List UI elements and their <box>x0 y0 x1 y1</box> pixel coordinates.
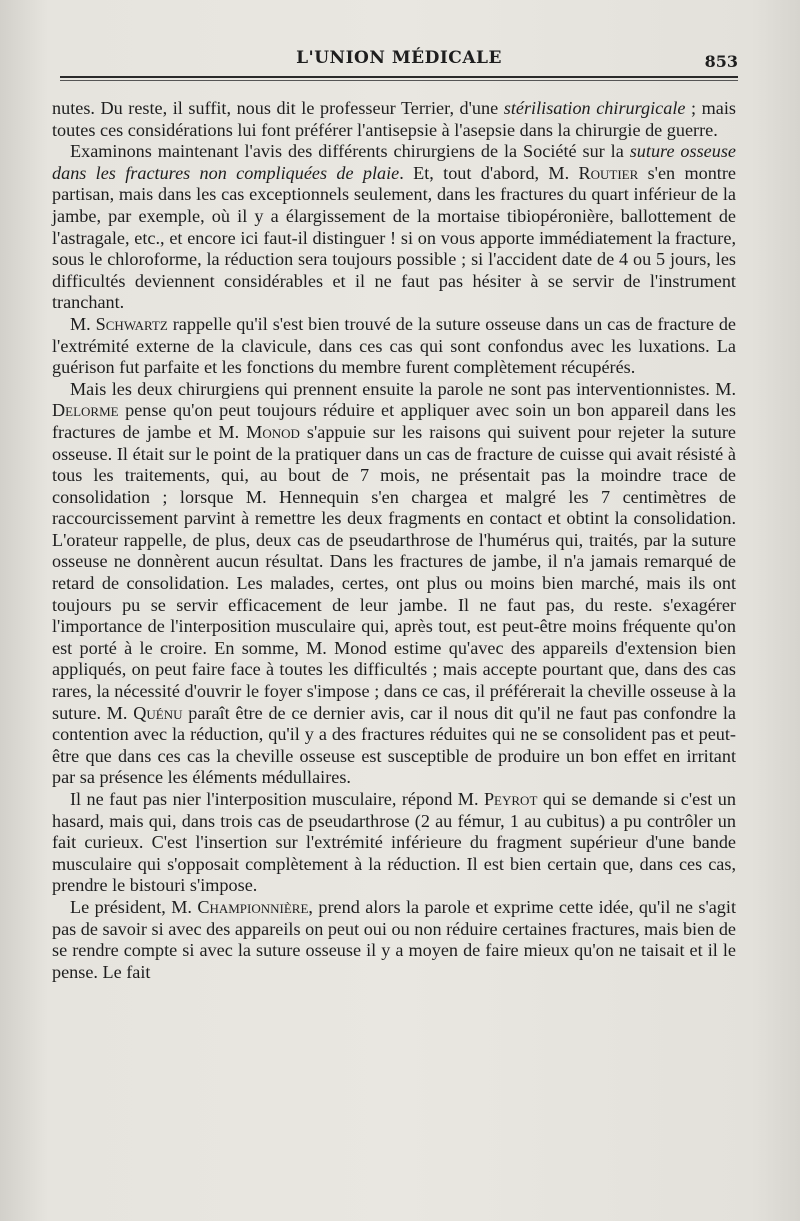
text-run: rappelle qu'il s'est bien trouvé de la suture osseuse dans un cas de fracture de l'extrémité externe de la clavicule, dans ces cas qui sont confondus avec les luxations. La guérison fut parfaite et les fonctions du membre furent complètement récupérés. <box>52 313 736 378</box>
text-run: ; mais toutes ces considérations lui font préférer l'antisepsie à l'asepsie dans la chirurgie de guerre. <box>52 98 737 140</box>
text-run: M. <box>70 313 96 334</box>
text-run: , prend alors la parole et exprime cette idée, qu'il ne s'agit pas de savoir si avec des appareils on peut oui ou non réduire certaines fractures, mais bien de se rendre compte si avec la suture osseuse il y a moyen de faire mieux qu'on ne taisait et il le pense. Le fait <box>52 896 736 982</box>
author-name: Peyrot <box>483 789 538 809</box>
paragraph <box>52 141 736 314</box>
author-name: Routier <box>578 162 639 183</box>
paragraph <box>52 789 736 897</box>
running-header <box>60 46 738 80</box>
italic-text: stérilisation chirurgicale <box>503 98 686 118</box>
page-number: 853 <box>704 52 738 71</box>
text-run: pense qu'on peut toujours réduire et appliquer avec soin un bon appareil dans les fractures de jambe et M. <box>52 400 736 442</box>
paragraph <box>52 314 736 379</box>
text-run: Il ne faut pas nier l'interposition musculaire, répond M. <box>70 789 484 809</box>
text-run: Examinons maintenant l'avis des différents chirurgiens de la Société sur la <box>70 141 630 162</box>
paragraph <box>52 379 736 789</box>
text-run: s'appuie sur les raisons qui suivent pour rejeter la suture osseuse. Il était sur le point de la pratiquer dans un cas de fracture de cuisse qui avait résisté à tous les traitements, qui, au bout de 7 mois, ne présentait pas la moindre trace de consolidation ; lorsque M. Hennequin s'en chargea et malgré les 7 centimètres de raccourcissement parvint à remettre les deux fragments en contact et obtint la consolidation. L'orateur rappelle, de plus, deux cas de pseudarthrose de l'humérus qui, traités, par la suture osseuse ne donnèrent aucun résultat. Dans les fractures de jambe, il n'a jamais remarqué de retard de consolidation. Les malades, certes, ont plus ou moins bien marché, mais ils ont toujours pu se servir efficacement de leur jambe. Il ne faut pas, du reste. s'exagérer l'importance de l'interposition musculaire qui, après tout, est peut-être moins fréquente qu'on est porté à le croire. En somme, M. Monod estime qu'avec des appareils d'extension bien appliqués, on peut faire face à toutes les difficultés ; mais accepte pourtant que, dans des cas rares, la nécessité d'ouvrir le foyer s'impose ; dans ce cas, il préférerait la cheville osseuse à la suture. M. <box>52 421 736 723</box>
text-run: Le président, M. <box>70 896 198 917</box>
header-rule-thin <box>60 80 738 81</box>
text-run: s'en montre partisan, mais dans les cas exceptionnels seulement, dans les fractures du quart inférieur de la jambe, par exemple, où il y a élargissement de la mortaise tibiopéronière, ballottement de l'astragale, etc., et encore ici faut-il distinguer ! si on vous apporte immédiatement la fracture, sous le chloroforme, la réduction sera toujours possible ; si l'accident date de 4 ou 5 jours, les difficultés deviennent considérables et il ne faut pas hésiter à se servir de l'instrument tranchant. <box>52 162 736 313</box>
text-run: qui se demande si c'est un hasard, mais qui, dans trois cas de pseudarthrose (2 au fémur, 1 au cubitus) a pu contrôler un fait curieux. C'est l'insertion sur l'extrémité inférieure du fragment supérieur d'une bande musculaire qui s'opposait complètement à la réduction. Il est bien certain que, dans ces cas, prendre le bistouri s'impose. <box>52 789 736 896</box>
paragraph <box>52 98 736 141</box>
author-name: Championnière <box>197 896 309 917</box>
text-run: . Et, tout d'abord, M. <box>399 162 579 183</box>
text-run: paraît être de ce dernier avis, car il nous dit qu'il ne faut pas confondre la contention avec la réduction, qu'il y a des fractures réduites qui ne se consolident pas et peut-être que dans ces cas la cheville osseuse est susceptible de produire un bon effet en irritant par sa présence les éléments médullaires. <box>52 702 736 788</box>
article-body <box>52 98 736 983</box>
author-name: Monod <box>246 421 300 442</box>
italic-text: suture osseuse dans les fractures non compliquées de plaie <box>52 141 737 183</box>
header-rule <box>60 76 738 78</box>
author-name: Delorme <box>52 400 119 421</box>
text-run: nutes. Du reste, il suffit, nous dit le professeur Terrier, d'une <box>52 98 504 118</box>
author-name: Quénu <box>133 702 183 723</box>
paragraph <box>52 897 736 983</box>
text-run: Mais les deux chirurgiens qui prennent ensuite la parole ne sont pas interventionnistes. M. <box>70 378 736 399</box>
author-name: Schwartz <box>95 313 168 334</box>
journal-title: L'UNION MÉDICALE <box>296 48 502 68</box>
